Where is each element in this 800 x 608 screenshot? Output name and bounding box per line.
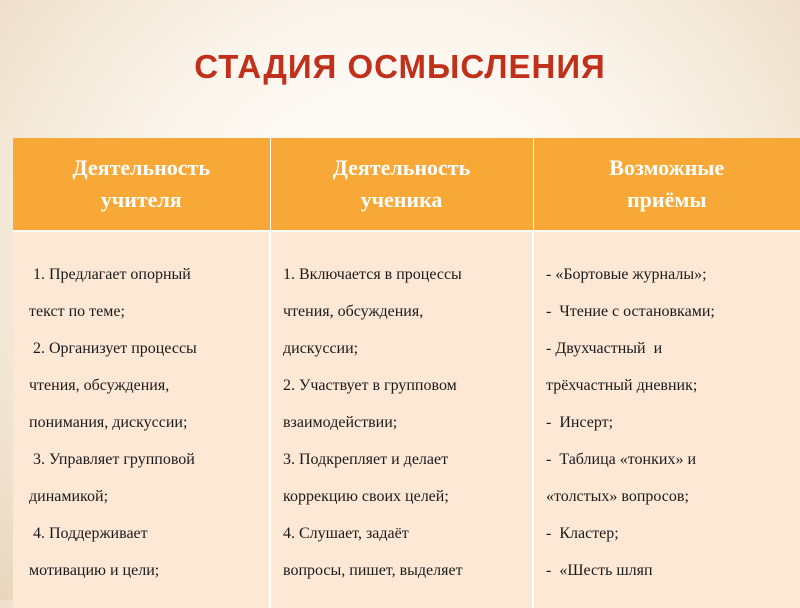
table-header-row (13, 138, 800, 231)
header-student-activity: Деятельность ученика (270, 138, 533, 231)
list-item: текст по теме; (29, 303, 125, 320)
techniques-cell (533, 231, 800, 608)
list-item: - Чтение с остановками; (546, 303, 715, 320)
list-item: понимания, дискуссии; (29, 414, 188, 431)
teacher-activity-cell (13, 231, 270, 608)
list-item: 1. Включается в процессы (283, 266, 462, 283)
list-item: 4. Поддерживает (29, 525, 148, 542)
list-item: мотивацию и цели; (29, 562, 160, 579)
list-item: 1. Предлагает опорный (29, 266, 191, 283)
list-item: вопросы, пишет, выделяет (283, 562, 463, 579)
list-item: динамикой; (29, 488, 109, 505)
list-item: трёхчастный дневник; (546, 377, 698, 394)
list-item: коррекцию своих целей; (283, 488, 449, 505)
table-row (13, 231, 800, 608)
list-item: - Кластер; (546, 525, 619, 542)
list-item: 3. Подкрепляет и делает (283, 451, 449, 468)
list-item: - «Шесть шляп (546, 562, 653, 579)
list-item: «толстых» вопросов; (546, 488, 689, 505)
list-item: - «Бортовые журналы»; (546, 266, 707, 283)
slide-title: СТАДИЯ ОСМЫСЛЕНИЯ (194, 48, 606, 85)
list-item: - Таблица «тонких» и (546, 451, 696, 468)
list-item: - Инсерт; (546, 414, 614, 431)
list-item: 4. Слушает, задаёт (283, 525, 409, 542)
list-item: дискуссии; (283, 340, 359, 357)
list-item: 3. Управляет групповой (29, 451, 195, 468)
list-item: 2. Участвует в групповом (283, 377, 457, 394)
header-possible-techniques: Возможные приёмы (533, 138, 800, 231)
list-item: чтения, обсуждения, (29, 377, 170, 394)
list-item: взаимодействии; (283, 414, 398, 431)
list-item: 2. Организует процессы (29, 340, 197, 357)
stage-table (13, 138, 800, 608)
header-teacher-activity: Деятельность учителя (13, 138, 270, 231)
list-item: - Двухчастный и (546, 340, 663, 357)
list-item: чтения, обсуждения, (283, 303, 424, 320)
student-activity-cell (270, 231, 533, 608)
